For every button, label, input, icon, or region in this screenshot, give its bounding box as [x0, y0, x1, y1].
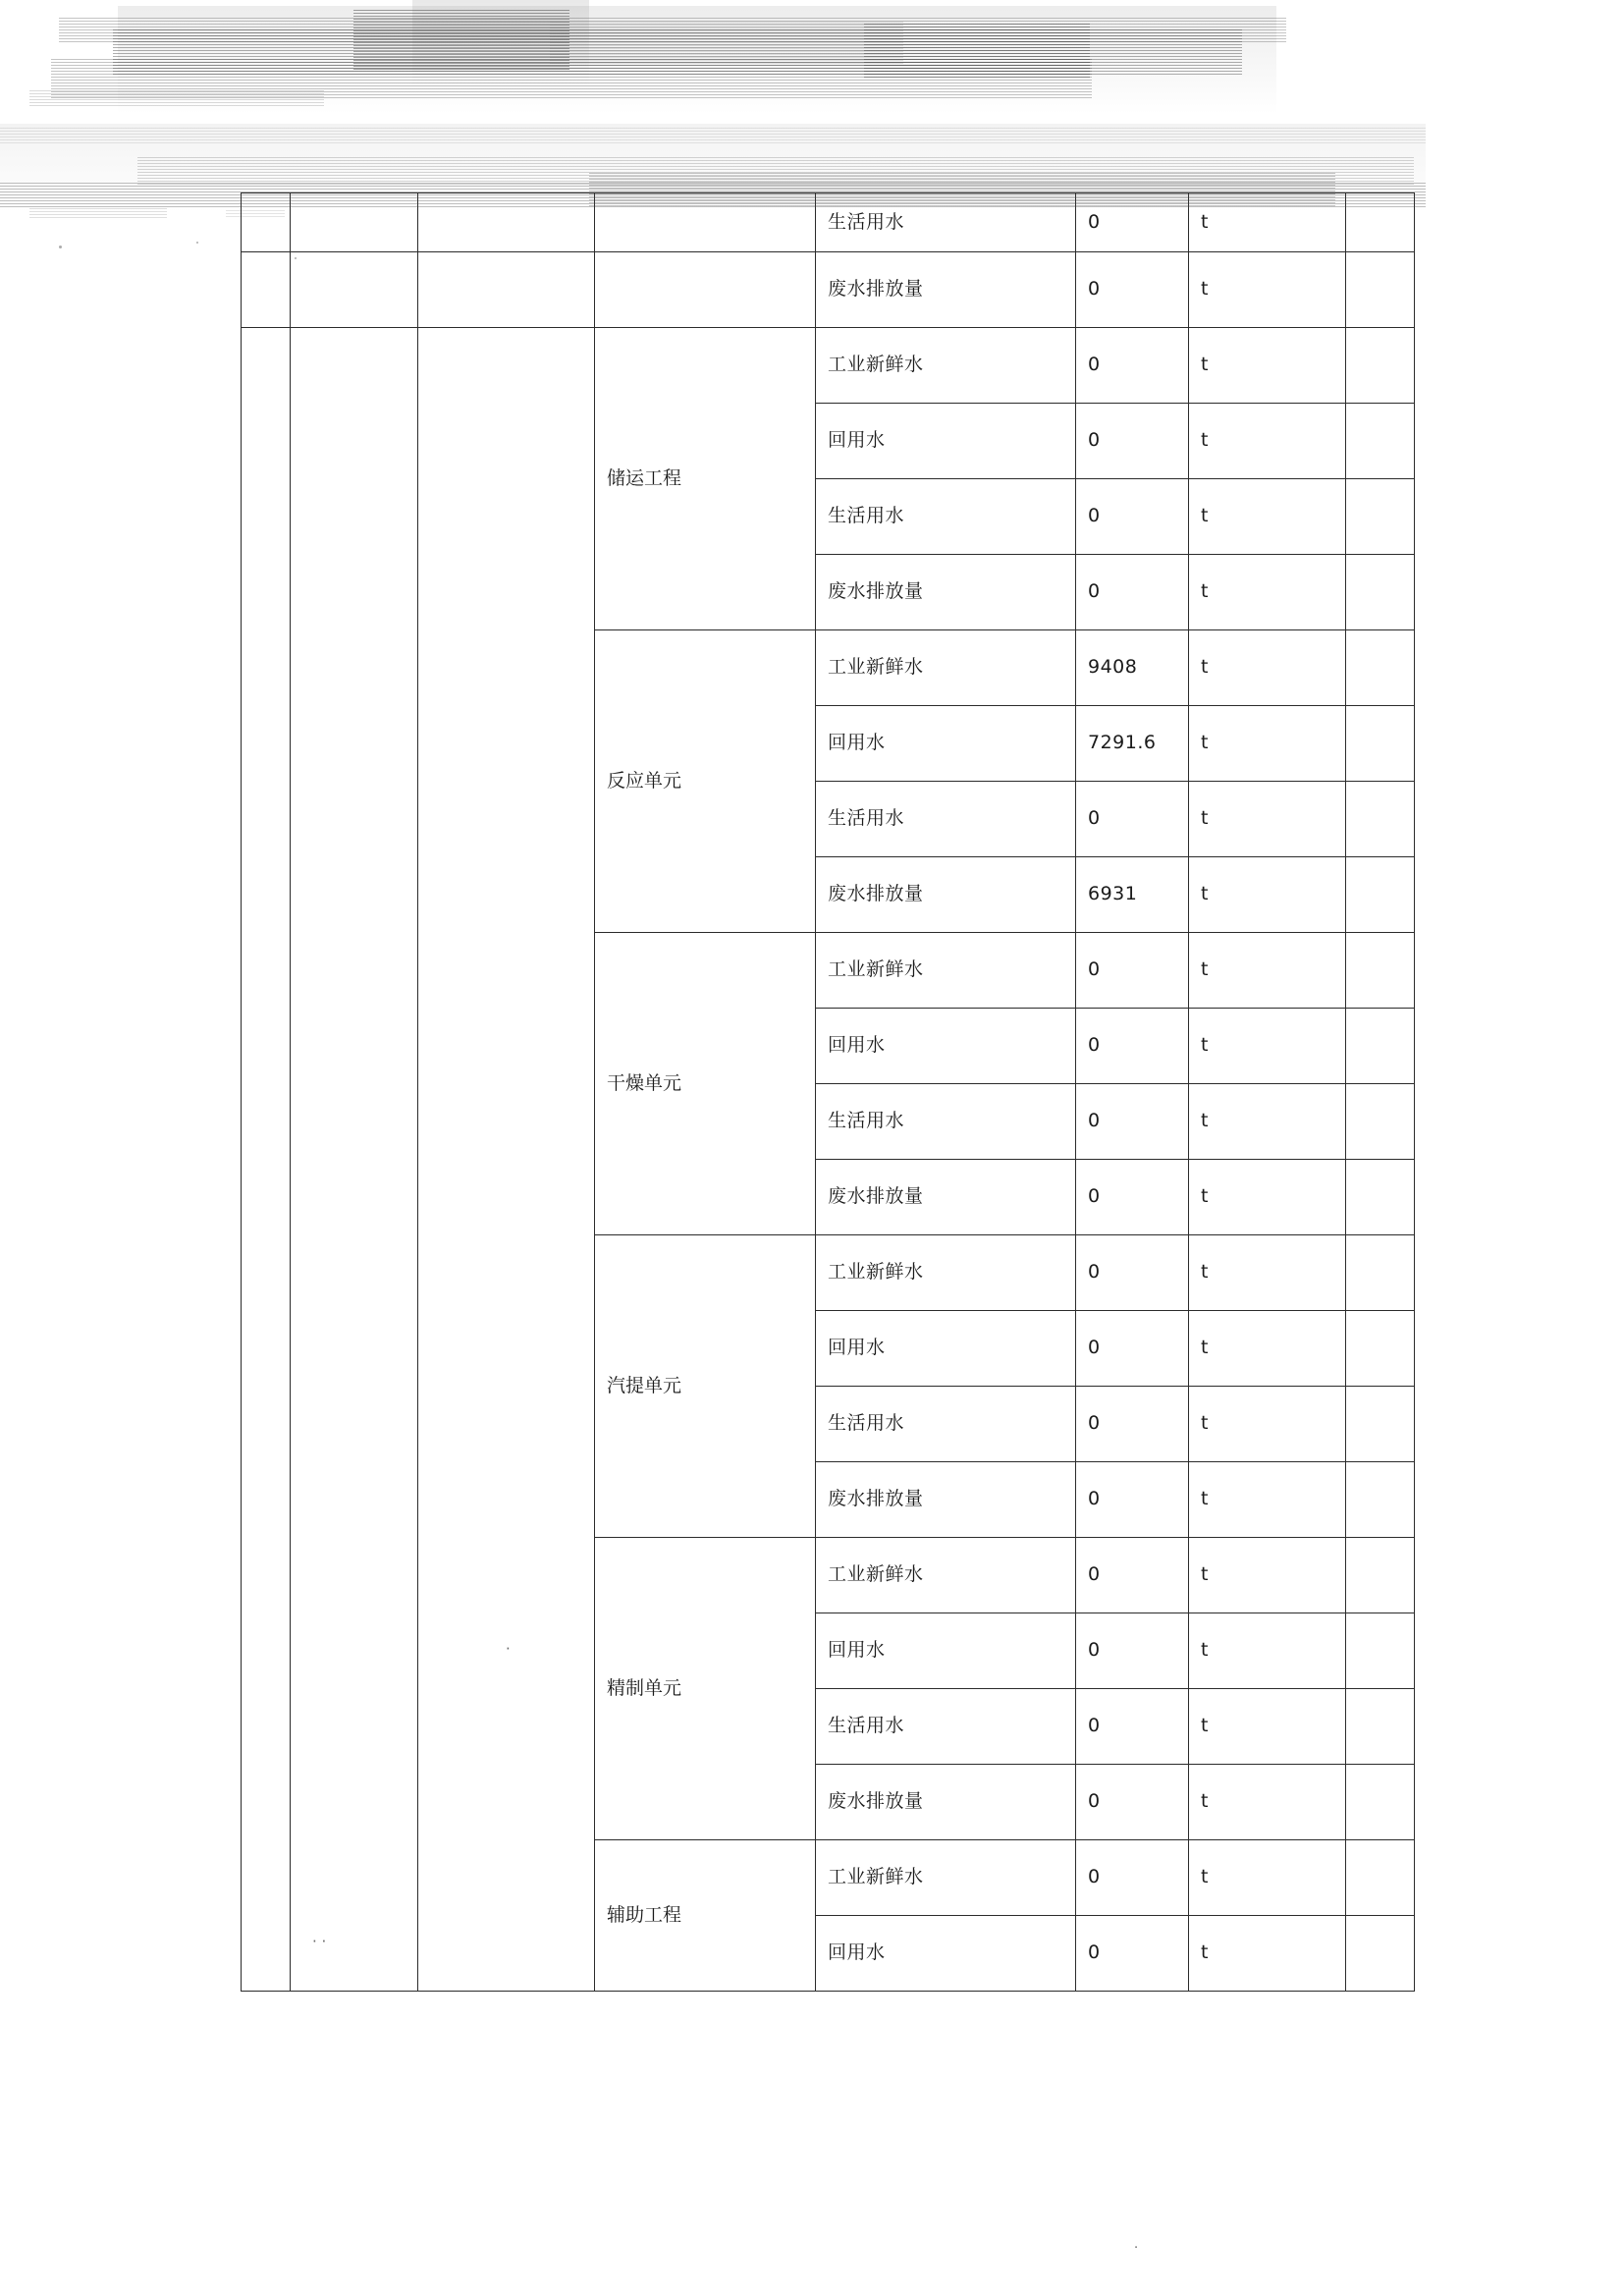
- cell-remark: [1346, 630, 1415, 706]
- table-row: [242, 252, 1415, 328]
- cell-item: 生活用水: [816, 1689, 1076, 1765]
- cell-unit-measure: t: [1189, 782, 1346, 857]
- cell-unit-measure: t: [1189, 252, 1346, 328]
- cell-value: 0: [1076, 252, 1189, 328]
- cell-value: 0: [1076, 1916, 1189, 1992]
- cell-remark: [1346, 1462, 1415, 1538]
- cell-value: 0: [1076, 1765, 1189, 1840]
- scan-speck: ·: [1134, 2241, 1139, 2256]
- cell-project: [291, 252, 418, 328]
- cell-unit-measure: t: [1189, 1311, 1346, 1387]
- cell-unit-measure: t: [1189, 706, 1346, 782]
- cell-item: 工业新鲜水: [816, 933, 1076, 1009]
- cell-remark: [1346, 857, 1415, 933]
- cell-remark: [1346, 782, 1415, 857]
- cell-item: 工业新鲜水: [816, 630, 1076, 706]
- cell-remark: [1346, 555, 1415, 630]
- cell-remark: [1346, 404, 1415, 479]
- cell-unit-measure: t: [1189, 1462, 1346, 1538]
- cell-remark: [1346, 1765, 1415, 1840]
- cell-unit: 辅助工程: [595, 1840, 816, 1992]
- cell-item: 废水排放量: [816, 857, 1076, 933]
- cell-unit-measure: t: [1189, 1916, 1346, 1992]
- cell-unit: [595, 252, 816, 328]
- cell-item: 生活用水: [816, 193, 1076, 252]
- cell-remark: [1346, 933, 1415, 1009]
- cell-item: 工业新鲜水: [816, 1538, 1076, 1613]
- cell-value: 0: [1076, 933, 1189, 1009]
- cell-value: 0: [1076, 404, 1189, 479]
- cell-unit-measure: t: [1189, 1235, 1346, 1311]
- cell-unit-measure: t: [1189, 1765, 1346, 1840]
- cell-item: 回用水: [816, 1613, 1076, 1689]
- cell-project: [291, 193, 418, 252]
- cell-value: 0: [1076, 1840, 1189, 1916]
- cell-unit: 储运工程: [595, 328, 816, 630]
- cell-unit-measure: t: [1189, 1387, 1346, 1462]
- cell-unit-measure: t: [1189, 1009, 1346, 1084]
- cell-value: 7291.6: [1076, 706, 1189, 782]
- table-row: [242, 328, 1415, 404]
- cell-value: 0: [1076, 782, 1189, 857]
- cell-item: 回用水: [816, 404, 1076, 479]
- cell-remark: [1346, 1613, 1415, 1689]
- cell-unit-measure: t: [1189, 1613, 1346, 1689]
- cell-remark: [1346, 1840, 1415, 1916]
- cell-item: 废水排放量: [816, 1160, 1076, 1235]
- scan-speck: ·: [506, 1640, 511, 1658]
- cell-value: 0: [1076, 555, 1189, 630]
- cell-value: 6931: [1076, 857, 1189, 933]
- cell-item: 工业新鲜水: [816, 1235, 1076, 1311]
- cell-value: 0: [1076, 1235, 1189, 1311]
- cell-item: 回用水: [816, 1009, 1076, 1084]
- cell-remark: [1346, 1538, 1415, 1613]
- cell-value: 0: [1076, 1689, 1189, 1765]
- water-balance-table: [241, 192, 1415, 1992]
- cell-value: 0: [1076, 1387, 1189, 1462]
- cell-remark: [1346, 1084, 1415, 1160]
- cell-category: [418, 252, 595, 328]
- cell-value: 0: [1076, 1613, 1189, 1689]
- cell-remark: [1346, 1160, 1415, 1235]
- cell-item: 回用水: [816, 1311, 1076, 1387]
- cell-remark: [1346, 479, 1415, 555]
- cell-unit-measure: t: [1189, 404, 1346, 479]
- cell-item: 生活用水: [816, 479, 1076, 555]
- cell-unit-measure: t: [1189, 1689, 1346, 1765]
- cell-remark: [1346, 1009, 1415, 1084]
- cell-item: 回用水: [816, 706, 1076, 782]
- cell-unit-measure: t: [1189, 193, 1346, 252]
- cell-remark: [1346, 1311, 1415, 1387]
- cell-item: 废水排放量: [816, 1462, 1076, 1538]
- cell-item: 生活用水: [816, 782, 1076, 857]
- cell-unit: 精制单元: [595, 1538, 816, 1840]
- cell-unit: 干燥单元: [595, 933, 816, 1235]
- cell-item: 废水排放量: [816, 555, 1076, 630]
- cell-item: 生活用水: [816, 1387, 1076, 1462]
- cell-category: [418, 193, 595, 252]
- cell-value: 0: [1076, 193, 1189, 252]
- cell-unit-measure: t: [1189, 1160, 1346, 1235]
- cell-remark: [1346, 252, 1415, 328]
- cell-value: 0: [1076, 1462, 1189, 1538]
- cell-project: [291, 328, 418, 1992]
- cell-unit: 反应单元: [595, 630, 816, 933]
- cell-category: [418, 328, 595, 1992]
- cell-remark: [1346, 1916, 1415, 1992]
- cell-unit: 汽提单元: [595, 1235, 816, 1538]
- cell-unit-measure: t: [1189, 933, 1346, 1009]
- cell-remark: [1346, 1689, 1415, 1765]
- cell-value: 0: [1076, 1084, 1189, 1160]
- cell-remark: [1346, 706, 1415, 782]
- cell-index: [242, 193, 291, 252]
- cell-unit-measure: t: [1189, 479, 1346, 555]
- cell-remark: [1346, 328, 1415, 404]
- scan-speck: · ·: [312, 1933, 327, 1950]
- cell-value: 0: [1076, 479, 1189, 555]
- cell-remark: [1346, 1235, 1415, 1311]
- cell-remark: [1346, 1387, 1415, 1462]
- cell-unit-measure: t: [1189, 1538, 1346, 1613]
- cell-index: [242, 252, 291, 328]
- cell-value: 9408: [1076, 630, 1189, 706]
- cell-index: [242, 328, 291, 1992]
- cell-unit-measure: t: [1189, 555, 1346, 630]
- table-row: [242, 193, 1415, 252]
- cell-value: 0: [1076, 1538, 1189, 1613]
- cell-unit-measure: t: [1189, 1840, 1346, 1916]
- cell-item: 工业新鲜水: [816, 328, 1076, 404]
- cell-item: 工业新鲜水: [816, 1840, 1076, 1916]
- cell-item: 废水排放量: [816, 1765, 1076, 1840]
- cell-value: 0: [1076, 1160, 1189, 1235]
- cell-unit-measure: t: [1189, 328, 1346, 404]
- cell-unit: [595, 193, 816, 252]
- cell-item: 生活用水: [816, 1084, 1076, 1160]
- cell-value: 0: [1076, 1311, 1189, 1387]
- cell-value: 0: [1076, 328, 1189, 404]
- cell-unit-measure: t: [1189, 857, 1346, 933]
- cell-unit-measure: t: [1189, 1084, 1346, 1160]
- cell-value: 0: [1076, 1009, 1189, 1084]
- cell-item: 废水排放量: [816, 252, 1076, 328]
- cell-item: 回用水: [816, 1916, 1076, 1992]
- cell-remark: [1346, 193, 1415, 252]
- cell-unit-measure: t: [1189, 630, 1346, 706]
